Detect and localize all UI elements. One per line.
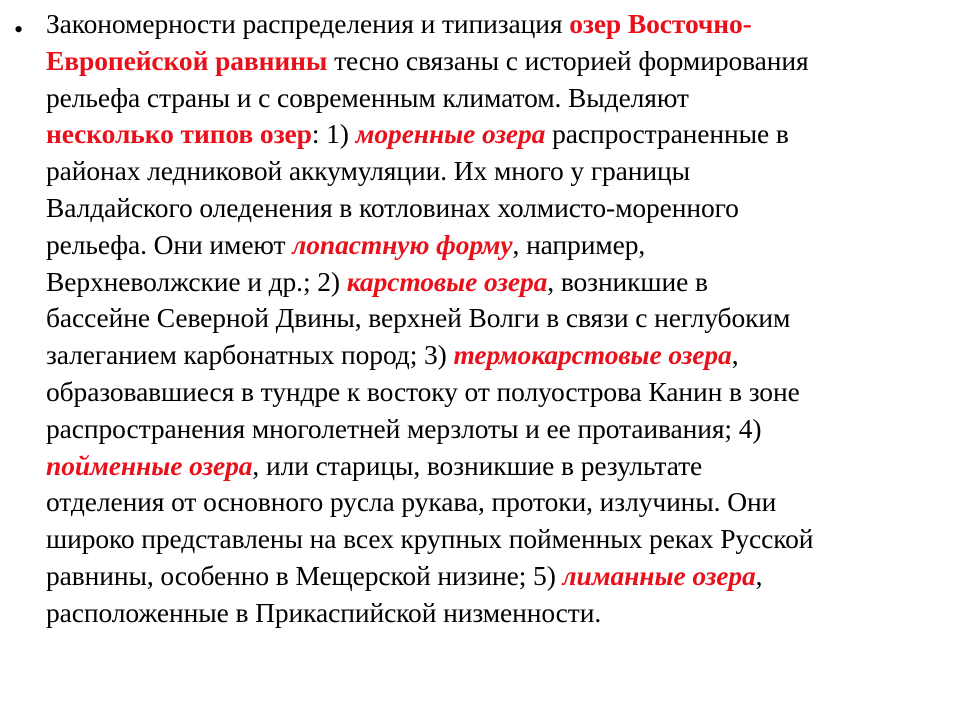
text-run: Закономерности распределения и типизация (46, 8, 570, 39)
text-line (46, 595, 951, 632)
text-line (46, 484, 951, 521)
text-run: равнины, особенно в Мещерской низине; 5) (46, 559, 563, 591)
text-line (46, 558, 951, 595)
text-line (46, 43, 951, 80)
text-run: залеганием карбонатных пород; 3) (46, 339, 454, 371)
text-line (46, 6, 951, 43)
highlighted-term: лиманные озера (562, 559, 756, 591)
highlighted-term: Европейской равнины (46, 44, 328, 76)
text-line (46, 337, 951, 374)
highlighted-term: озер Восточно- (569, 8, 752, 39)
text-line (46, 227, 951, 264)
text-run: , или старицы, возникшие в результате (252, 449, 703, 481)
highlighted-term: моренные озера (355, 118, 546, 150)
highlighted-term: несколько типов озер (46, 118, 312, 150)
text-run: , (755, 559, 763, 591)
text-run: , например, (512, 228, 646, 260)
text-line (46, 374, 951, 411)
text-run: отделения от основного русла рукава, протоки, излучины. Они (46, 486, 777, 518)
highlighted-term: пойменные озера (46, 449, 253, 481)
text-run: Валдайского оледенения в котловинах холмисто-моренного (46, 191, 739, 223)
text-line (46, 116, 951, 153)
text-run: рельефа страны и с современным климатом. Выделяют (46, 81, 689, 113)
text-run: : 1) (311, 118, 356, 150)
text-run: рельефа. Они имеют (46, 228, 293, 260)
text-run: расположенные в Прикаспийской низменности. (46, 596, 602, 628)
text-line (46, 300, 951, 337)
text-run: районах ледниковой аккумуляции. Их много у границы (46, 155, 691, 187)
text-run: распространенные в (545, 118, 789, 150)
text-run: образовавшиеся в тундре к востоку от полуострова Канин в зоне (46, 375, 800, 407)
text-line (46, 448, 951, 485)
highlighted-term: лопастную форму (292, 228, 513, 260)
body-paragraph (46, 6, 951, 632)
bullet-marker: • (14, 15, 24, 44)
text-run: бассейне Северной Двины, верхней Волги в связи с неглубоким (46, 302, 791, 334)
text-run: широко представлены на всех крупных пойменных реках Русской (46, 523, 814, 555)
text-run: тесно связаны с историей формирования (327, 44, 809, 76)
text-line (46, 264, 951, 301)
text-line (46, 521, 951, 558)
text-run: распространения многолетней мерзлоты и ее протаивания; 4) (46, 412, 762, 444)
text-line (46, 190, 951, 227)
text-run: , (731, 339, 739, 371)
text-line (46, 411, 951, 448)
text-line (46, 80, 951, 117)
text-run: Верхневолжские и др.; 2) (46, 265, 347, 297)
text-run: , возникшие в (547, 265, 708, 297)
text-line (46, 153, 951, 190)
highlighted-term: термокарстовые озера (453, 339, 732, 371)
highlighted-term: карстовые озера (346, 265, 548, 297)
